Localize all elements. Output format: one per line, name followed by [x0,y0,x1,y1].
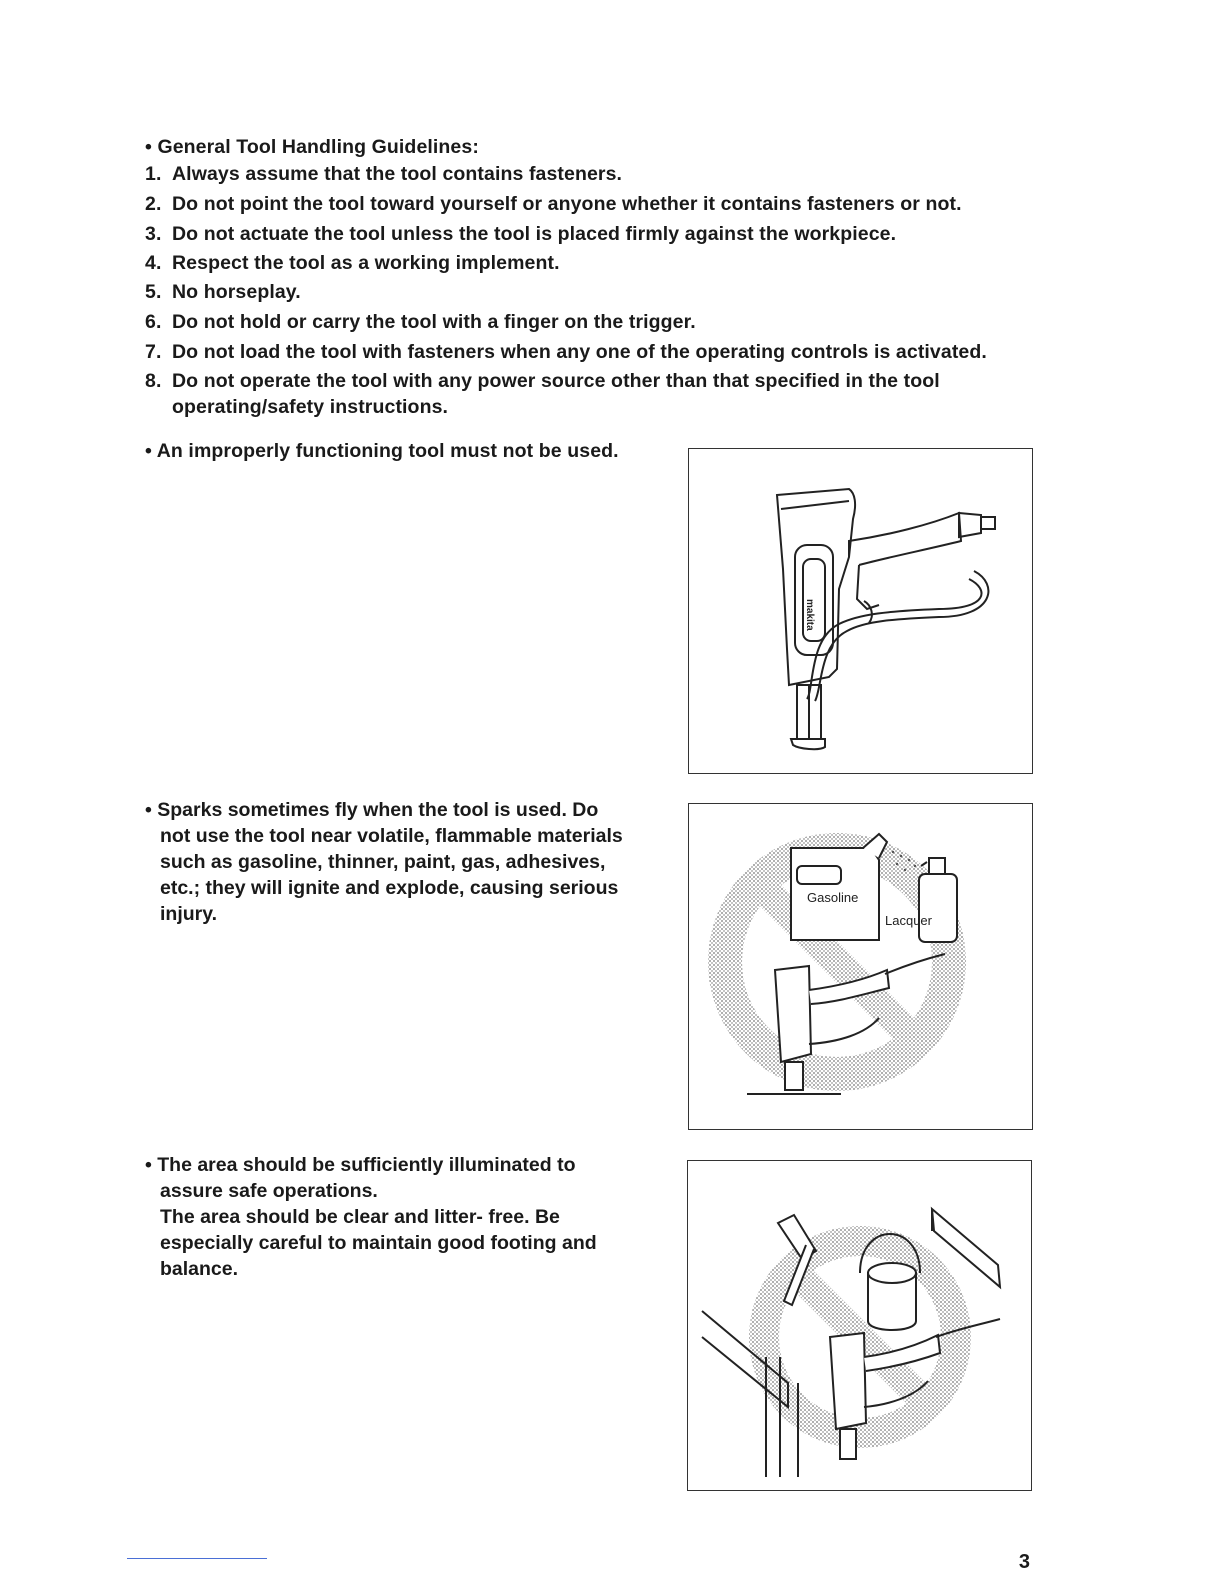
guideline-item [145,219,896,249]
guideline-number: 7. [145,341,162,363]
improper-tool-warning: • An improperly functioning tool must not be used. [145,440,619,462]
guideline-item [145,159,622,189]
guideline-item [145,189,962,219]
footer-rule [127,1558,267,1559]
gasoline-label: Gasoline [807,890,859,905]
guideline-number: 3. [145,223,162,245]
guidelines-heading: • General Tool Handling Guidelines: [145,136,479,158]
guideline-item [145,248,560,278]
work-area-line: balance. [160,1258,239,1280]
cluttered-area-frame [687,1160,1032,1491]
guideline-number: 1. [145,163,162,185]
page-number: 3 [1018,1551,1030,1573]
lacquer-label: Lacquer [885,913,932,928]
sparks-warning-line: not use the tool near volatile, flammable materials [160,825,623,847]
guideline-item [145,277,301,307]
nailer-illustration-frame [688,448,1033,774]
work-area-line: assure safe operations. [160,1180,378,1202]
guideline-item-continuation [145,392,448,422]
cluttered-area-illustration [688,1161,1031,1490]
guideline-text: Do not hold or carry the tool with a finger on the trigger. [172,311,696,333]
guideline-number: 8. [145,370,162,392]
guideline-number: 2. [145,193,162,215]
sparks-warning-line: • Sparks sometimes fly when the tool is used. Do [145,799,599,821]
flammable-illustration [689,804,1032,1129]
sparks-warning-line: etc.; they will ignite and explode, causing serious [160,877,619,899]
sparks-warning-line: such as gasoline, thinner, paint, gas, adhesives, [160,851,606,873]
flammable-prohibited-frame [688,803,1033,1130]
nailer-illustration [689,449,1032,773]
guideline-item [145,307,696,337]
work-area-line: especially careful to maintain good footing and [160,1232,597,1254]
guideline-text: No horseplay. [172,281,301,303]
sparks-warning [145,797,623,927]
guideline-number: 5. [145,281,162,303]
guideline-text: Do not point the tool toward yourself or anyone whether it contains fasteners or not. [172,193,962,215]
guideline-item [145,337,987,367]
gasoline-can-icon [791,834,887,940]
guideline-text: Respect the tool as a working implement. [172,252,560,274]
work-area-guidance [145,1152,597,1282]
guideline-number: 4. [145,252,162,274]
guideline-text: Do not actuate the tool unless the tool is placed firmly against the workpiece. [172,223,897,245]
guideline-text: operating/safety instructions. [172,396,449,418]
brand-mark: makita [804,599,815,631]
work-area-line: • The area should be sufficiently illuminated to [145,1154,576,1176]
guideline-text: Do not operate the tool with any power source other than that specified in the tool [172,370,940,392]
guideline-text: Do not load the tool with fasteners when any one of the operating controls is activated. [172,341,987,363]
work-area-line: The area should be clear and litter- free. Be [160,1206,560,1228]
sparks-warning-line: injury. [160,903,218,925]
guideline-number: 6. [145,311,162,333]
guideline-text: Always assume that the tool contains fasteners. [172,163,623,185]
